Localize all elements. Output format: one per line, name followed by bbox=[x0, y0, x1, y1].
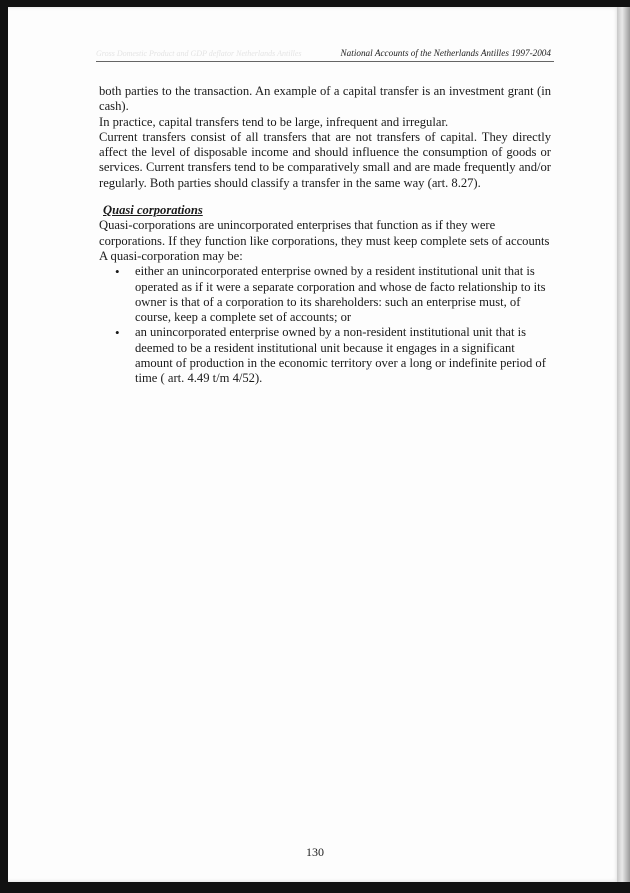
header-left-faint: Gross Domestic Product and GDP deflator Netherlands Antilles bbox=[96, 49, 302, 58]
bleed-through-text bbox=[99, 465, 551, 795]
header-rule bbox=[96, 61, 554, 62]
bullet-list bbox=[99, 264, 551, 386]
section-heading: Quasi corporations bbox=[103, 203, 203, 218]
page-edge-shadow bbox=[617, 7, 630, 882]
paragraph: both parties to the transaction. An example of a capital transfer is an investment grant (in cash). bbox=[99, 84, 551, 114]
running-header-title: National Accounts of the Netherlands Antilles 1997-2004 bbox=[340, 48, 551, 58]
body-text bbox=[99, 84, 551, 387]
bullet-item: • either an unincorporated enterprise owned by a resident institutional unit that is operated as if it were a separate corporation and whose de facto relationship to its owner is that of a corporation to its shareholders: such an enterprise must, of course, keep a complete set of accounts; or bbox=[135, 264, 551, 325]
paragraph: In practice, capital transfers tend to be large, infrequent and irregular. bbox=[99, 114, 449, 129]
page-number: 130 bbox=[306, 845, 324, 859]
section-intro: Quasi-corporations are unincorporated enterprises that function as if they were corporations. If they function like corporations, they must keep complete sets of accounts A quasi-corporation may be: bbox=[99, 218, 550, 263]
bullet-item: • an unincorporated enterprise owned by a non-resident institutional unit that is deemed to be a resident institutional unit because it engages in a significant amount of production in the economic territory over a long or indefinite period of time ( art. 4.49 t/m 4/52). bbox=[135, 325, 551, 386]
paragraph: Current transfers consist of all transfers that are not transfers of capital. They directly affect the level of disposable income and should influence the consumption of goods or services. Current transfers tend to be comparatively small and are made frequently and/or regularly. Both parties should classify a transfer in the same way (art. 8.27). bbox=[99, 129, 551, 190]
